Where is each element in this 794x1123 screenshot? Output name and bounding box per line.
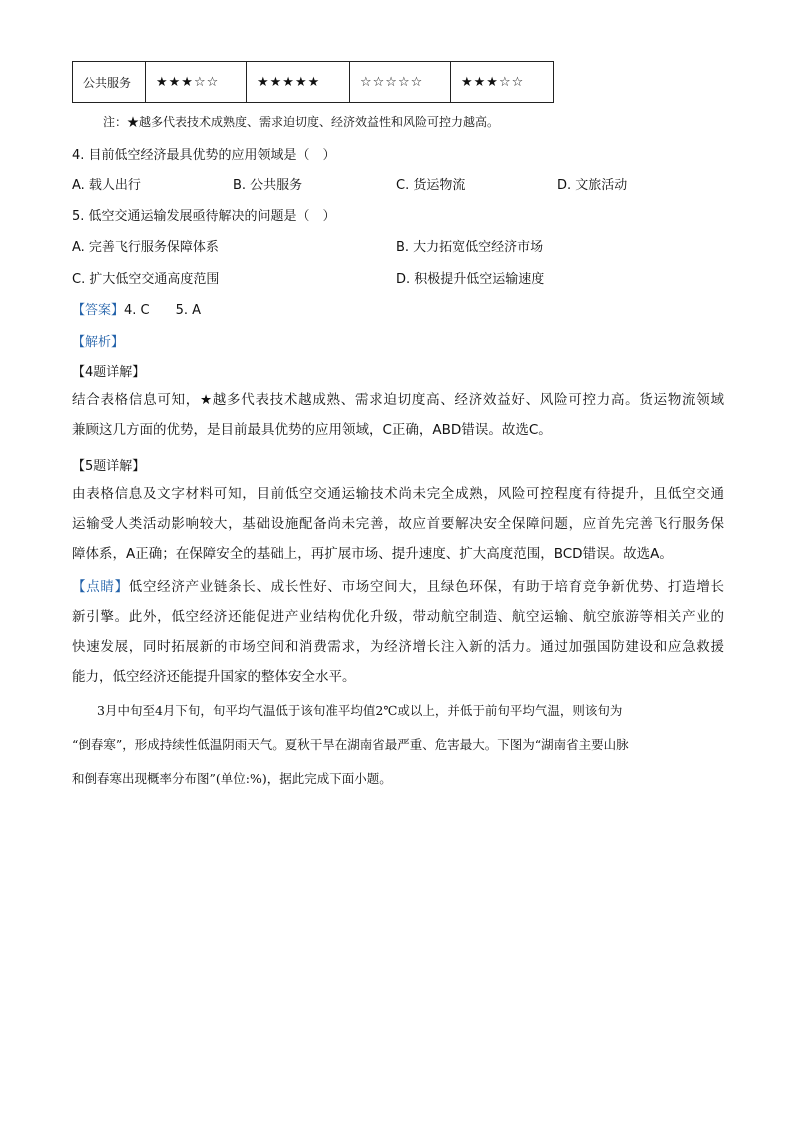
rating-cell-4: ★★★☆☆ <box>451 62 554 103</box>
question-4-stem: 4. 目前低空经济最具优势的应用领域是（ ） <box>72 148 336 163</box>
comment-line: 快速发展，同时拓展新的市场空间和消费需求，为经济增长注入新的活力。通过加强国防建设和应急救援 <box>72 639 724 655</box>
rating-cell-2: ★★★★★ <box>247 62 350 103</box>
detail-4-body <box>72 385 724 445</box>
comment-body <box>72 572 724 692</box>
table-row <box>73 62 554 103</box>
detail-4-line: 兼顾这几方面的优势，是目前最具优势的应用领域，C正确，ABD错误。故选C。 <box>72 422 552 438</box>
detail-4-line: 结合表格信息可知，★越多代表技术越成熟、需求迫切度高、经济效益好、风险可控力高。货运物流领域 <box>72 392 724 408</box>
answer-line <box>72 299 201 318</box>
material-line: 和倒春寒出现概率分布图”(单位:%)，据此完成下面小题。 <box>72 771 392 786</box>
comment-line: 新引擎。此外，低空经济还能促进产业结构优化升级，带动航空制造、航空运输、航空旅游等相关产业的 <box>72 609 724 625</box>
material-paragraph <box>72 694 724 796</box>
answer-label: 【答案】 <box>72 303 125 318</box>
question-5-stem: 5. 低空交通运输发展亟待解决的问题是（ ） <box>72 209 336 224</box>
category-cell: 公共服务 <box>73 62 146 103</box>
detail-5-line: 障体系，A正确；在保障安全的基础上，再扩展市场、提升速度、扩大高度范围，BCD错误。故选A。 <box>72 546 673 562</box>
rating-cell-3: ☆☆☆☆☆ <box>350 62 451 103</box>
q4-option-c: C. 货运物流 <box>396 178 466 193</box>
q4-option-d: D. 文旅活动 <box>557 178 628 193</box>
q5-option-a: A. 完善飞行服务保障体系 <box>72 240 219 255</box>
detail-5-label: 【5题详解】 <box>72 459 146 474</box>
q4-option-b: B. 公共服务 <box>233 178 303 193</box>
rating-cell-1: ★★★☆☆ <box>146 62 247 103</box>
answer-text: 4. C 5. A <box>124 303 202 318</box>
comment-line-text: 低空经济产业链条长、成长性好、市场空间大，且绿色环保，有助于培育竞争新优势、打造增长 <box>128 579 725 595</box>
q5-option-d: D. 积极提升低空运输速度 <box>396 272 545 287</box>
rating-table <box>72 61 554 103</box>
detail-5-body <box>72 479 724 569</box>
comment-label: 【点睛】 <box>72 579 129 595</box>
comment-line: 能力，低空经济还能提升国家的整体安全水平。 <box>72 669 356 685</box>
q5-option-b: B. 大力拓宽低空经济市场 <box>396 240 544 255</box>
q5-option-c: C. 扩大低空交通高度范围 <box>72 272 220 287</box>
detail-5-line: 由表格信息及文字材料可知，目前低空交通运输技术尚未完全成熟，风险可控程度有待提升，且低空交通 <box>72 486 724 502</box>
detail-5-line: 运输受人类活动影响较大，基础设施配备尚未完善，故应首要解决安全保障问题，应首先完善飞行服务保 <box>72 516 724 532</box>
comment-line <box>72 572 724 602</box>
detail-4-label: 【4题详解】 <box>72 365 146 380</box>
material-line: 3月中旬至4月下旬，旬平均气温低于该旬准平均值2℃或以上，并低于前旬平均气温，则该旬为 <box>72 703 623 718</box>
analysis-label: 【解析】 <box>72 335 125 350</box>
q4-option-a: A. 载人出行 <box>72 178 141 193</box>
table-note: 注：★越多代表技术成熟度、需求迫切度、经济效益性和风险可控力越高。 <box>103 115 500 129</box>
material-line: “倒春寒”，形成持续性低温阴雨天气。夏秋干旱在湖南省最严重、危害最大。下图为“湖南省主要山脉 <box>72 737 629 752</box>
